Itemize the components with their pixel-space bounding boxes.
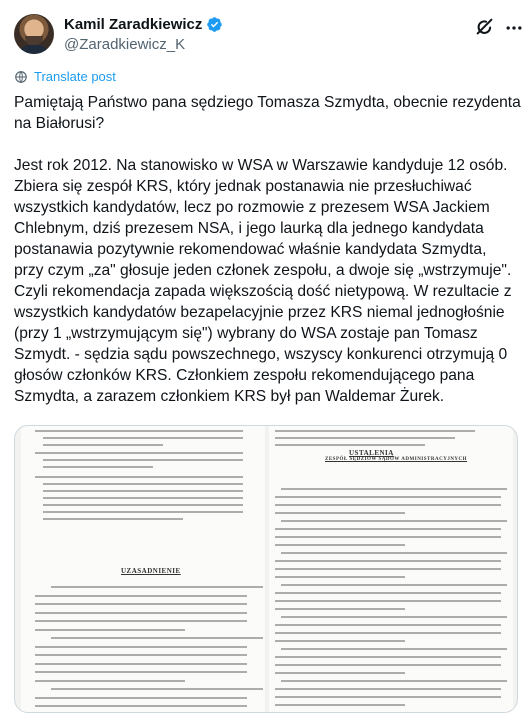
document-text-line <box>43 511 243 513</box>
document-text-line <box>43 518 183 520</box>
document-text-line <box>275 576 405 578</box>
document-text-line <box>35 612 247 614</box>
document-text-line <box>35 430 243 432</box>
document-text-line <box>275 496 501 498</box>
post-line: Szmydta, a zarazem członkiem KRS był pan Waldemar Żurek. <box>14 388 445 405</box>
document-heading: ZESPÓŁ SĘDZIÓW SĄDÓW ADMINISTRACYJNYCH <box>325 457 468 462</box>
post-line: postanawia pozytywnie rekomendować właśnie kandydata Szmydta, <box>14 241 487 258</box>
translate-label[interactable]: Translate post <box>34 69 116 84</box>
document-text-line <box>281 680 507 682</box>
document-text-line <box>35 697 247 699</box>
author-handle[interactable]: @Zaradkiewicz_K <box>64 36 186 53</box>
document-text-line <box>275 696 501 698</box>
post-line: Zbiera się zespół KRS, który jednak postanawia nie przesłuchiwać <box>14 178 472 195</box>
paragraph-break <box>14 134 519 155</box>
author-display-name[interactable]: Kamil Zaradkiewicz <box>64 16 203 33</box>
post-line: Szmydt. - sędzia sądu powszechnego, wszyscy konkurenci otrzymują 0 <box>14 346 508 363</box>
document-text-line <box>275 600 501 602</box>
globe-icon <box>14 70 28 84</box>
document-text-line <box>281 488 507 490</box>
document-heading: USTALENIA <box>349 449 394 457</box>
document-page-left <box>21 426 265 713</box>
document-text-line <box>275 688 501 690</box>
document-page-right <box>269 426 513 713</box>
author-name-row <box>64 16 223 33</box>
document-text-line <box>275 704 405 706</box>
document-text-line <box>275 672 405 674</box>
document-text-line <box>35 663 247 665</box>
document-text-line <box>281 584 507 586</box>
document-text-line <box>43 483 243 485</box>
document-text-line <box>35 646 247 648</box>
document-text-line <box>43 504 243 506</box>
verified-badge-icon <box>206 16 223 33</box>
document-text-line <box>281 648 507 650</box>
document-text-line <box>35 680 185 682</box>
post-line: głosów członków KRS. Członkiem zespołu rekomendującego pana <box>14 367 475 384</box>
document-text-line <box>51 637 263 639</box>
post-line: wszystkich kandydatów bezapelacyjnie przez KRS niemal jednogłośnie <box>14 304 505 321</box>
document-text-line <box>275 656 501 658</box>
document-text-line <box>51 688 263 690</box>
document-text-line <box>43 459 243 461</box>
document-text-line <box>275 568 501 570</box>
translate-post-link[interactable] <box>14 69 116 84</box>
document-text-line <box>35 476 243 478</box>
document-text-line <box>281 552 507 554</box>
post-line: na Białorusi? <box>14 115 105 132</box>
post-text <box>14 92 519 407</box>
document-text-line <box>35 603 247 605</box>
post-line: Pamiętają Państwo pana sędziego Tomasza Szmydta, obecnie rezydenta <box>14 94 521 111</box>
document-text-line <box>275 632 501 634</box>
post-line: wszystkich kandydatów, lecz po rozmowie z prezesem WSA Jackiem <box>14 199 490 216</box>
document-heading: UZASADNIENIE <box>121 567 181 575</box>
document-text-line <box>275 437 455 439</box>
document-text-line <box>43 444 163 446</box>
document-text-line <box>43 490 243 492</box>
document-text-line <box>275 444 425 446</box>
more-icon[interactable] <box>504 18 524 38</box>
avatar[interactable] <box>14 14 54 54</box>
document-text-line <box>35 705 247 707</box>
document-text-line <box>275 536 501 538</box>
document-text-line <box>43 437 243 439</box>
post-line: (przy 1 „wstrzymującym się") wybrany do WSA zostaje pan Tomasz <box>14 325 478 342</box>
document-text-line <box>275 560 501 562</box>
document-text-line <box>275 664 501 666</box>
document-text-line <box>281 616 507 618</box>
document-text-line <box>43 497 243 499</box>
document-text-line <box>275 528 501 530</box>
document-text-line <box>51 586 263 588</box>
document-text-line <box>275 624 501 626</box>
document-text-line <box>43 466 153 468</box>
attached-document-image[interactable] <box>14 425 518 713</box>
document-text-line <box>275 512 405 514</box>
grok-icon[interactable] <box>474 16 496 38</box>
document-text-line <box>275 608 405 610</box>
document-text-line <box>35 629 185 631</box>
document-text-line <box>35 620 247 622</box>
document-text-line <box>275 430 475 432</box>
document-text-line <box>35 452 243 454</box>
document-text-line <box>35 595 247 597</box>
post-header <box>0 0 528 62</box>
document-text-line <box>35 671 247 673</box>
document-text-line <box>275 640 405 642</box>
post-line: Jest rok 2012. Na stanowisko w WSA w Warszawie kandyduje 12 osób. <box>14 157 508 174</box>
document-text-line <box>35 654 247 656</box>
document-text-line <box>275 592 501 594</box>
post-line: Czyli rekomendacja zapada większością dość nietypową. W rezultacie z <box>14 283 512 300</box>
post-line: Chlebnym, dziś prezesem NSA, i jego laurką dla jednego kandydata <box>14 220 484 237</box>
document-text-line <box>275 504 501 506</box>
document-text-line <box>281 520 507 522</box>
post-line: przy czym „za" głosuje jeden członek zespołu, a dwoje się „wstrzymuje". <box>14 262 512 279</box>
document-text-line <box>275 544 405 546</box>
